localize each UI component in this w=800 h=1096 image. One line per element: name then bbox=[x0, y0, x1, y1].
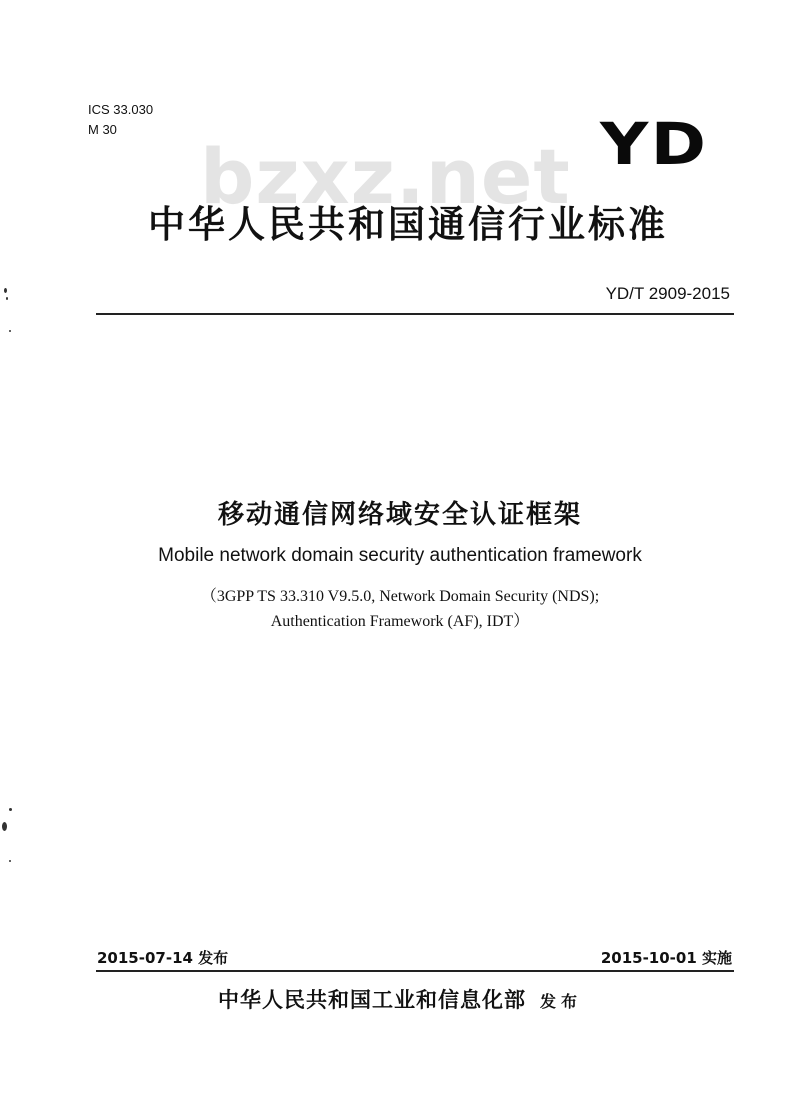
top-divider bbox=[96, 313, 734, 315]
implement-date: 2015-10-01 实施 bbox=[600, 949, 732, 967]
scan-speck bbox=[9, 860, 11, 862]
publisher-line bbox=[0, 984, 800, 1014]
document-title-english: Mobile network domain security authentication framework bbox=[158, 545, 642, 566]
scan-speck bbox=[9, 808, 12, 811]
standard-title: 中华人民共和国通信行业标准 bbox=[148, 203, 668, 246]
idt-reference-line-2: Authentication Framework (AF), IDT） bbox=[270, 613, 530, 630]
scan-speck bbox=[9, 330, 11, 332]
publish-date: 2015-07-14 发布 bbox=[97, 949, 229, 967]
yd-logo: YD bbox=[600, 110, 709, 178]
standard-code: YD/T 2909-2015 bbox=[605, 284, 730, 303]
watermark: bzxz.net bbox=[200, 132, 571, 221]
classification-block bbox=[88, 100, 153, 140]
document-title-chinese: 移动通信网络域安全认证框架 bbox=[217, 500, 582, 530]
publisher-suffix: 发布 bbox=[539, 992, 582, 1011]
scan-speck bbox=[2, 822, 7, 831]
ics-code: ICS 33.030 bbox=[88, 102, 154, 117]
idt-reference-line-1: （3GPP TS 33.310 V9.5.0, Network Domain Security (NDS); bbox=[200, 588, 600, 605]
publisher-name: 中华人民共和国工业和信息化部 bbox=[217, 987, 526, 1012]
bottom-divider bbox=[96, 970, 734, 972]
ccs-code: M 30 bbox=[88, 122, 117, 137]
scan-speck bbox=[4, 288, 7, 293]
scan-speck bbox=[6, 297, 8, 300]
